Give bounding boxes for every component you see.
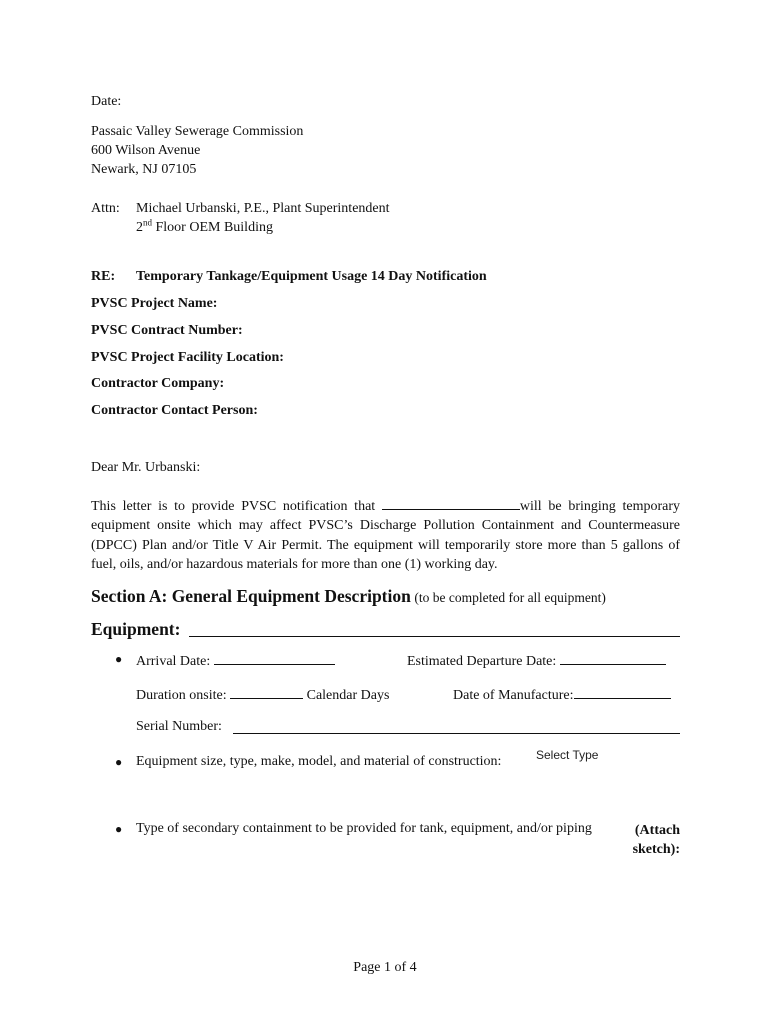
- manufacture-blank[interactable]: [574, 685, 671, 699]
- page-number: Page 1 of 4: [353, 960, 417, 975]
- section-a-note: (to be completed for all equipment): [414, 590, 606, 605]
- manufacture-row: [453, 685, 671, 704]
- field-contract-number: PVSC Contract Number:: [91, 323, 243, 338]
- departure-date-row: [407, 651, 666, 670]
- field-contact-person: Contractor Contact Person:: [91, 403, 258, 418]
- duration-label: Duration onsite:: [136, 688, 227, 703]
- serial-label: Serial Number:: [136, 719, 222, 734]
- paragraph-start: This letter is to provide PVSC notification that: [91, 499, 376, 514]
- departure-date-label: Estimated Departure Date:: [407, 654, 557, 669]
- recipient-city: Newark, NJ 07105: [91, 162, 197, 177]
- attn-floor-number: 2: [136, 220, 143, 235]
- duration-row: [136, 685, 389, 704]
- recipient-street: 600 Wilson Avenue: [91, 143, 201, 158]
- field-project-name: PVSC Project Name:: [91, 296, 218, 311]
- section-a-heading: [91, 586, 606, 609]
- select-type-dropdown[interactable]: Select Type: [536, 748, 599, 762]
- field-facility-location: PVSC Project Facility Location:: [91, 350, 284, 365]
- bullet-icon: ●: [115, 822, 123, 836]
- attn-floor-rest: Floor OEM Building: [152, 220, 273, 235]
- attn-label: Attn:: [91, 201, 120, 216]
- date-label: Date:: [91, 94, 122, 109]
- serial-blank[interactable]: [233, 719, 680, 734]
- arrival-date-label: Arrival Date:: [136, 654, 211, 669]
- departure-date-blank[interactable]: [560, 651, 666, 665]
- serial-row: [136, 719, 222, 735]
- notification-paragraph: [91, 497, 680, 574]
- section-a-title: Section A: General Equipment Description: [91, 586, 411, 606]
- containment-attach-wrap: [136, 821, 680, 859]
- containment-attach: (Attach sketch):: [632, 823, 680, 857]
- duration-unit: Calendar Days: [306, 688, 390, 703]
- bullet-icon: ●: [115, 755, 123, 769]
- contractor-name-blank[interactable]: [382, 497, 520, 510]
- manufacture-label: Date of Manufacture:: [453, 688, 574, 703]
- salutation: Dear Mr. Urbanski:: [91, 460, 201, 475]
- bullet-icon: ●: [115, 652, 123, 666]
- recipient-org: Passaic Valley Sewerage Commission: [91, 124, 304, 139]
- attn-name: Michael Urbanski, P.E., Plant Superintendent: [136, 201, 390, 216]
- duration-blank[interactable]: [230, 685, 303, 699]
- equipment-label: Equipment:: [91, 619, 181, 639]
- containment-label: Type of secondary containment to be provided for tank, equipment, and/or piping: [136, 821, 592, 836]
- equipment-blank[interactable]: [189, 621, 680, 637]
- field-contractor-company: Contractor Company:: [91, 376, 225, 391]
- arrival-date-row: [136, 651, 335, 670]
- equipment-size-label: Equipment size, type, make, model, and material of construction:: [136, 754, 502, 769]
- re-label: RE:: [91, 269, 116, 284]
- attn-location: [136, 217, 273, 236]
- paragraph-rest: will be bringing temporary equipment onsite which may affect PVSC’s Discharge Pollution Containment and Countermeasure (DPCC) Plan and/or Title V Air Permit. The equipment will temporarily store more than 5 gallons of fuel, oils, and/or hazardous materials for more than one (1) working day.: [91, 499, 681, 572]
- re-subject: Temporary Tankage/Equipment Usage 14 Day Notification: [136, 269, 487, 284]
- attn-floor-suffix: nd: [143, 217, 152, 228]
- arrival-date-blank[interactable]: [214, 651, 335, 665]
